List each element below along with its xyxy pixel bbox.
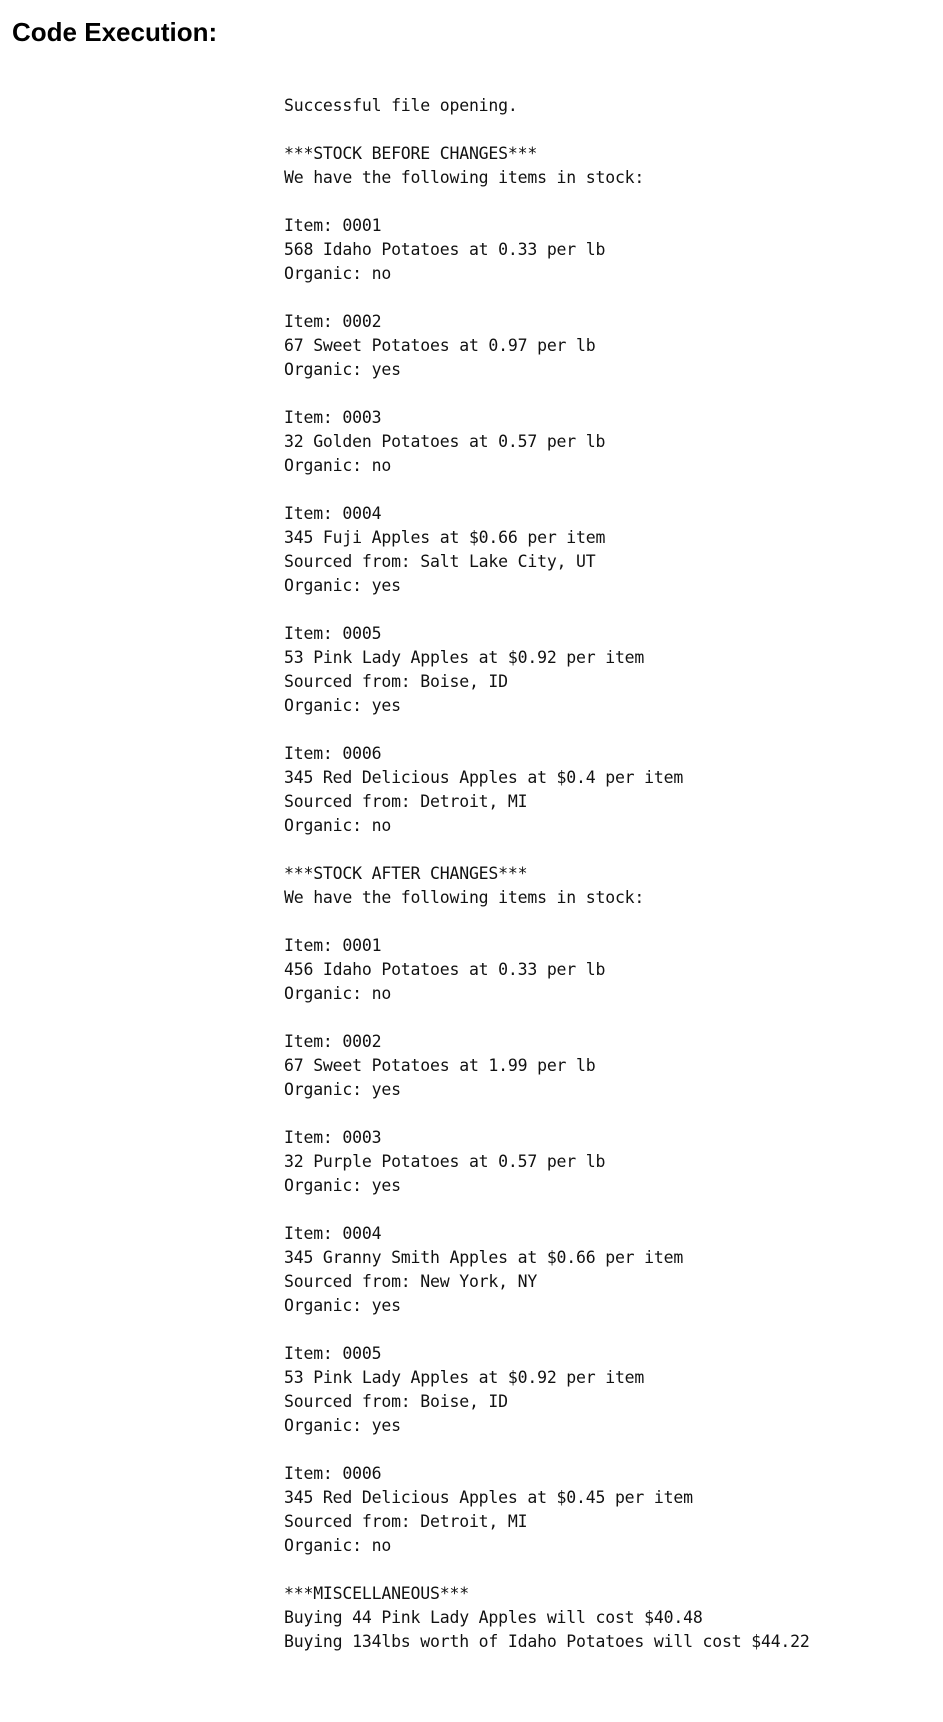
item-detail: Organic: yes: [284, 1296, 401, 1315]
stock-after-section: [284, 862, 924, 1558]
stock-item: [284, 622, 924, 718]
file-open-message: Successful file opening.: [284, 96, 518, 115]
misc-line: Buying 44 Pink Lady Apples will cost $40.48: [284, 1608, 703, 1627]
item-detail: Organic: no: [284, 1536, 392, 1555]
section-intro: We have the following items in stock:: [284, 168, 645, 187]
item-detail: Sourced from: Salt Lake City, UT: [284, 552, 596, 571]
stock-item: [284, 310, 924, 382]
item-id: Item: 0003: [284, 408, 382, 427]
section-header: ***MISCELLANEOUS***: [284, 1584, 469, 1603]
stock-item: [284, 502, 924, 598]
item-detail: 568 Idaho Potatoes at 0.33 per lb: [284, 240, 606, 259]
item-detail: Organic: yes: [284, 1416, 401, 1435]
item-detail: Sourced from: New York, NY: [284, 1272, 538, 1291]
item-detail: 32 Golden Potatoes at 0.57 per lb: [284, 432, 606, 451]
stock-item: [284, 934, 924, 1006]
item-id: Item: 0002: [284, 1032, 382, 1051]
item-detail: Organic: yes: [284, 576, 401, 595]
stock-after-items: [284, 934, 924, 1558]
item-detail: 67 Sweet Potatoes at 0.97 per lb: [284, 336, 596, 355]
item-detail: Organic: no: [284, 456, 392, 475]
stock-item: [284, 214, 924, 286]
stock-item: [284, 1342, 924, 1438]
item-id: Item: 0001: [284, 216, 382, 235]
item-detail: Organic: yes: [284, 1176, 401, 1195]
item-detail: Organic: yes: [284, 360, 401, 379]
item-id: Item: 0004: [284, 504, 382, 523]
item-id: Item: 0003: [284, 1128, 382, 1147]
item-detail: 53 Pink Lady Apples at $0.92 per item: [284, 1368, 645, 1387]
item-detail: Sourced from: Boise, ID: [284, 672, 508, 691]
item-id: Item: 0001: [284, 936, 382, 955]
item-detail: Sourced from: Detroit, MI: [284, 792, 528, 811]
item-detail: 456 Idaho Potatoes at 0.33 per lb: [284, 960, 606, 979]
stock-before-section: [284, 142, 924, 838]
stock-before-items: [284, 214, 924, 838]
section-header: ***STOCK AFTER CHANGES***: [284, 864, 528, 883]
stock-item: [284, 1222, 924, 1318]
item-id: Item: 0004: [284, 1224, 382, 1243]
item-detail: 345 Red Delicious Apples at $0.4 per item: [284, 768, 684, 787]
stock-item: [284, 406, 924, 478]
item-detail: 345 Red Delicious Apples at $0.45 per item: [284, 1488, 693, 1507]
item-id: Item: 0006: [284, 1464, 382, 1483]
item-detail: Sourced from: Boise, ID: [284, 1392, 508, 1411]
item-detail: 53 Pink Lady Apples at $0.92 per item: [284, 648, 645, 667]
item-detail: Organic: no: [284, 816, 392, 835]
item-detail: Organic: no: [284, 264, 392, 283]
item-detail: Organic: no: [284, 984, 392, 1003]
section-intro: We have the following items in stock:: [284, 888, 645, 907]
item-detail: 67 Sweet Potatoes at 1.99 per lb: [284, 1056, 596, 1075]
misc-section: [284, 1582, 924, 1654]
item-id: Item: 0005: [284, 1344, 382, 1363]
item-detail: Sourced from: Detroit, MI: [284, 1512, 528, 1531]
item-detail: 345 Granny Smith Apples at $0.66 per item: [284, 1248, 684, 1267]
stock-item: [284, 1462, 924, 1558]
section-header: ***STOCK BEFORE CHANGES***: [284, 144, 538, 163]
item-id: Item: 0005: [284, 624, 382, 643]
item-detail: Organic: yes: [284, 1080, 401, 1099]
stock-item: [284, 1030, 924, 1102]
stock-item: [284, 742, 924, 838]
item-detail: Organic: yes: [284, 696, 401, 715]
item-detail: 32 Purple Potatoes at 0.57 per lb: [284, 1152, 606, 1171]
item-detail: 345 Fuji Apples at $0.66 per item: [284, 528, 606, 547]
page-title: Code Execution:: [12, 17, 218, 47]
console-output: [284, 94, 924, 1654]
item-id: Item: 0002: [284, 312, 382, 331]
item-id: Item: 0006: [284, 744, 382, 763]
misc-line: Buying 134lbs worth of Idaho Potatoes will cost $44.22: [284, 1632, 810, 1651]
stock-item: [284, 1126, 924, 1198]
